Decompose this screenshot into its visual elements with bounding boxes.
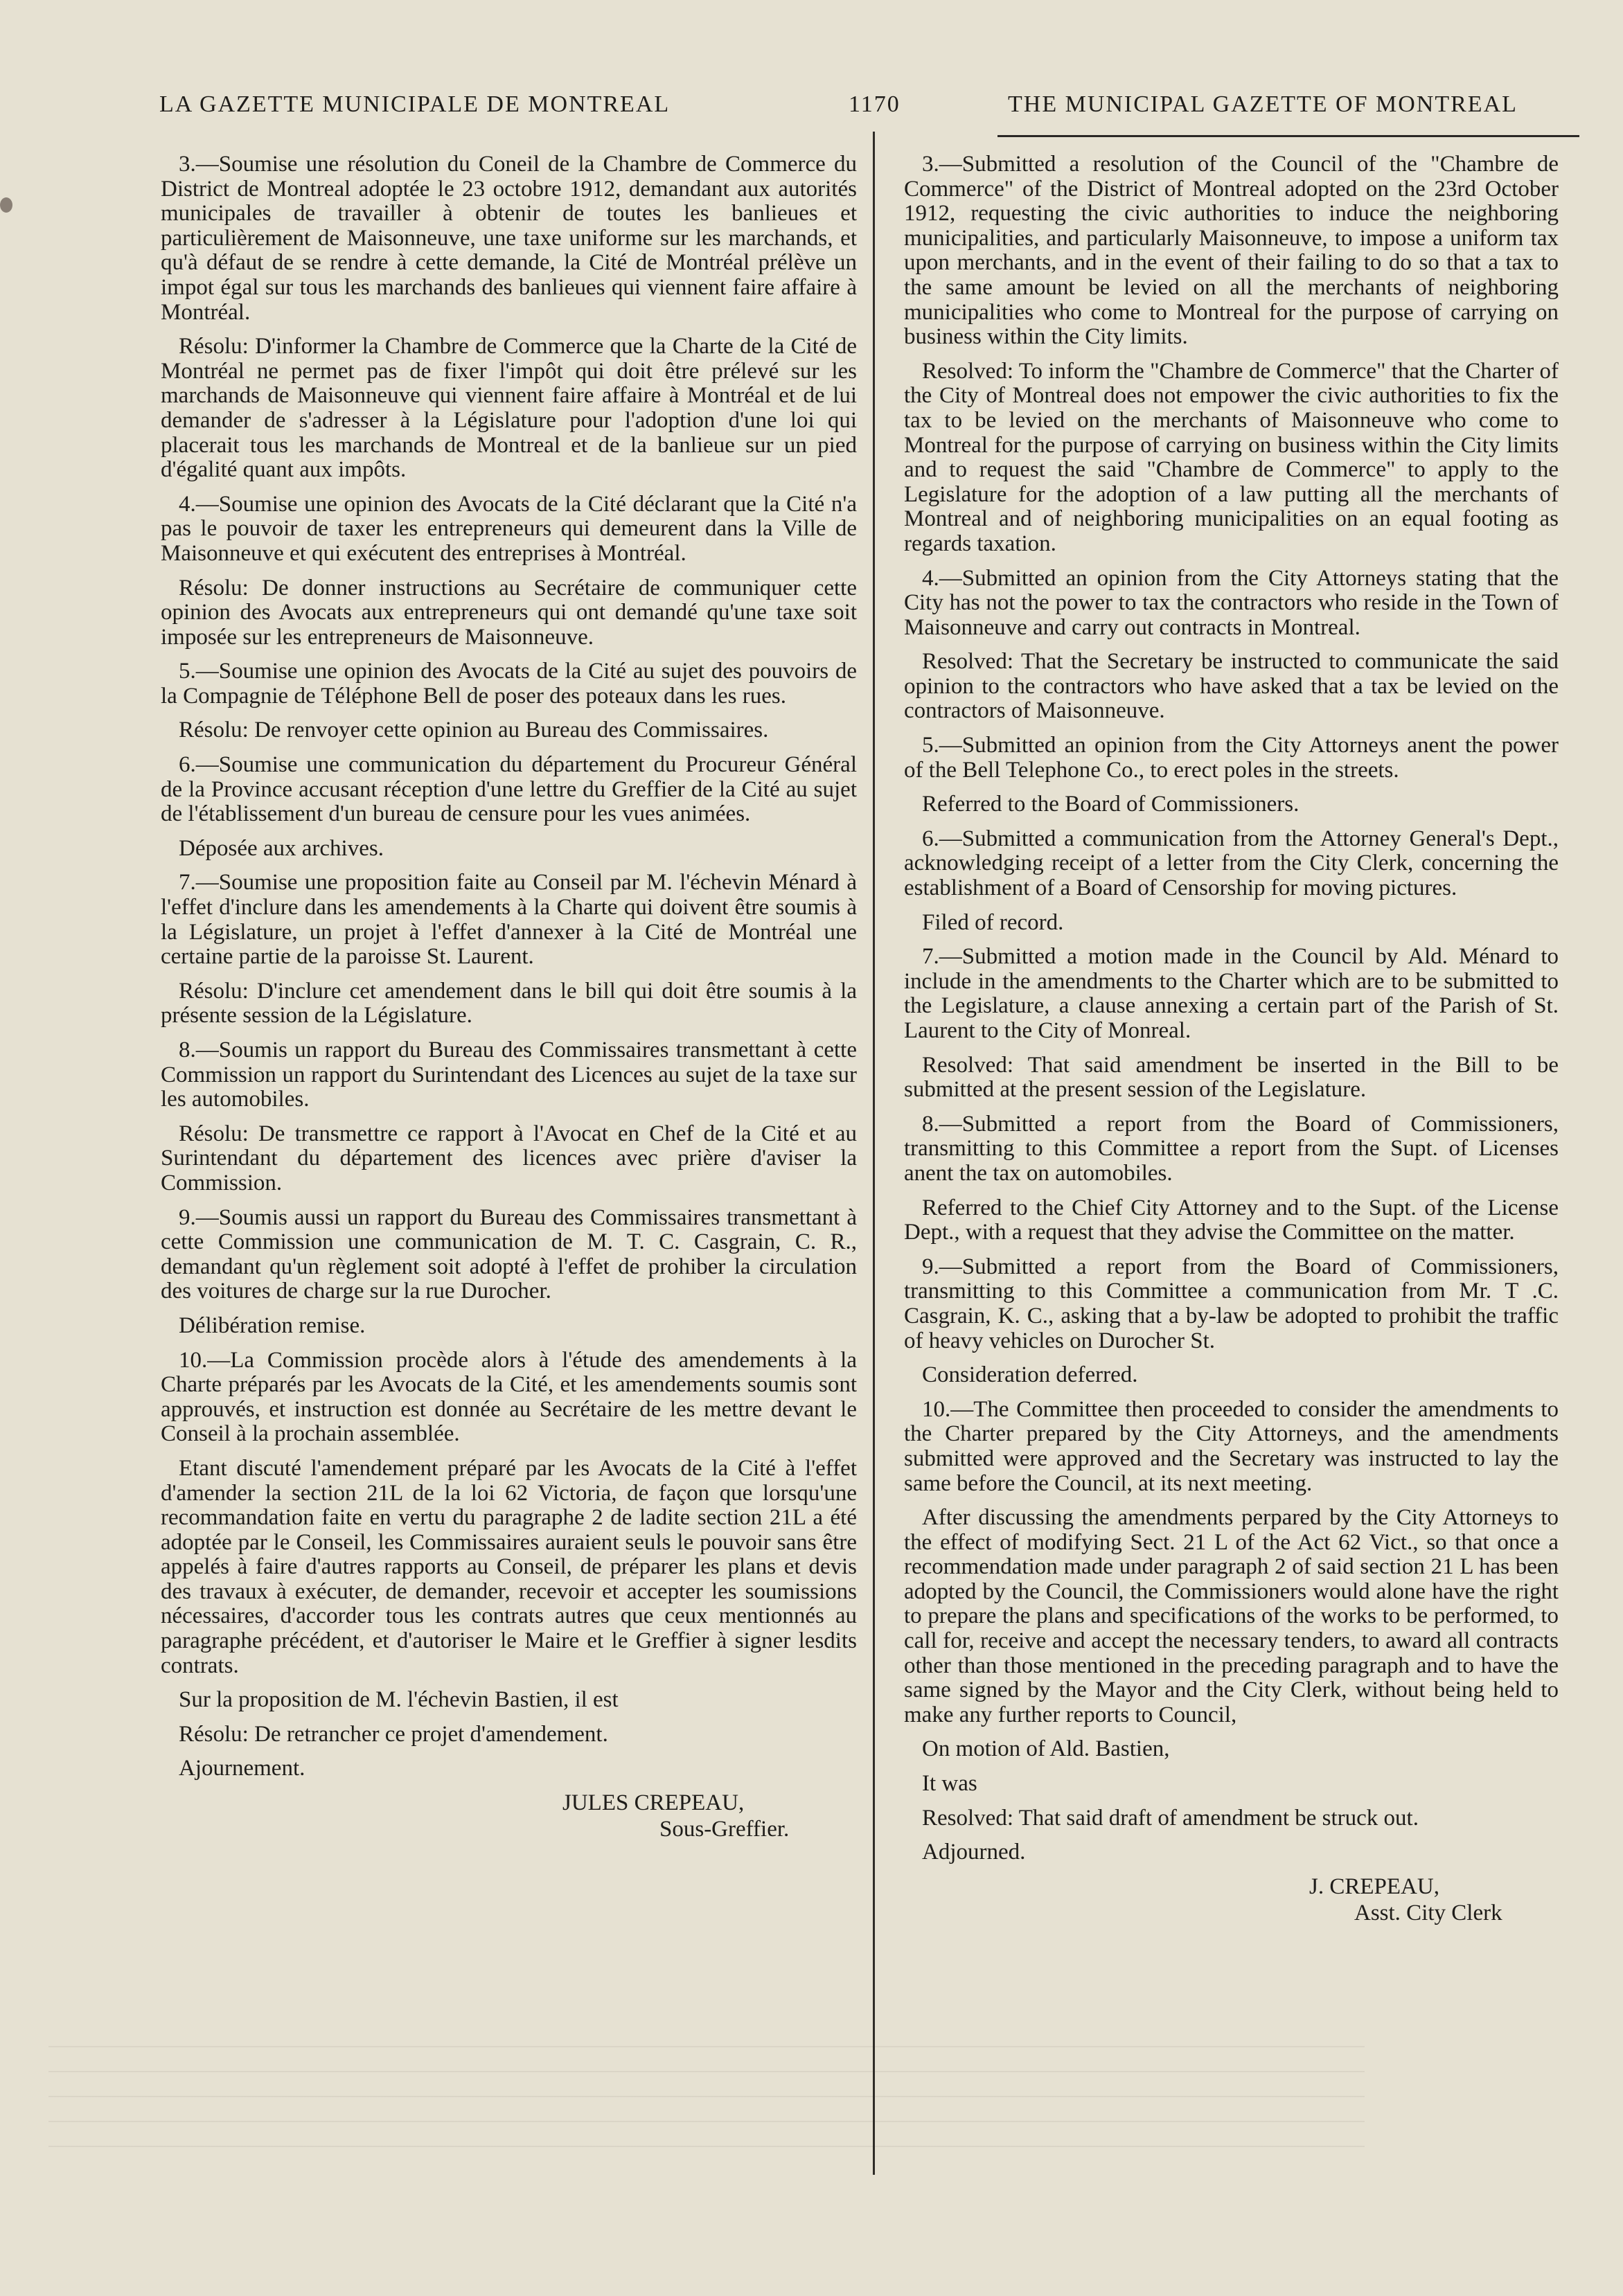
gazette-page <box>104 62 1579 2279</box>
english-paragraph: 3.—Submitted a resolution of the Council of the "Chambre de Commerce" of the District of Montreal adopted on the 23rd October 1912, requesting the civic authorities to induce the neighboring municipalities, and particularly Maisonneuve, to impose a uniform tax upon merchants, and in the event of their failing to do so that a tax to the same amount be levied on all the merchants of neighboring municipalities who come to Montreal for the purpose of carrying on business within the City limits. <box>904 152 1559 350</box>
header-english-title: THE MUNICIPAL GAZETTE OF MONTREAL <box>1008 91 1518 117</box>
french-paragraph: Résolu: D'informer la Chambre de Commerce que la Charte de la Cité de Montréal ne permet pas de fixer l'impôt qui doit être prélevé sur les marchands de Maisonneuve qui viennent faire affaire à Montréal et de lui demander de s'adresser à la Législature pour l'adoption d'une loi qui placerait tous les marchands de Montreal et de la banlieue sur un pied d'égalité quant aux impôts. <box>161 334 857 483</box>
french-signature-name: JULES CREPEAU, <box>562 1790 745 1816</box>
french-paragraph: 7.—Soumise une proposition faite au Conseil par M. l'échevin Ménard à l'effet d'inclure dans les amendements à la Charte qui doivent être soumis à la Législature, un projet à l'effet d'annexer à la Cité de Montréal une certaine partie de la paroisse St. Laurent. <box>161 870 857 970</box>
english-paragraph: Resolved: That the Secretary be instructed to communicate the said opinion to the contractors who have asked that a tax be levied on the contractors of Maisonneuve. <box>904 649 1559 724</box>
french-paragraph: 6.—Soumise une communication du département du Procureur Général de la Province accusant réception d'une lettre du Greffier de la Cité au sujet de l'établissement d'un bureau de censure pour les vues animées. <box>161 752 857 827</box>
english-paragraph: 4.—Submitted an opinion from the City Attorneys stating that the City has not the power to tax the contractors who reside in the Town of Maisonneuve and carry out contracts in Montreal. <box>904 565 1559 640</box>
french-paragraph: 4.—Soumise une opinion des Avocats de la Cité déclarant que la Cité n'a pas le pouvoir de taxer les entrepreneurs qui demeurent dans la Ville de Maisonneuve et qui exécutent des entreprises à Montréal. <box>161 491 857 566</box>
english-paragraph: Filed of record. <box>922 909 1064 935</box>
english-paragraph: After discussing the amendments perpared by the City Attorneys to the effect of modifying Sect. 21 L of the Act 62 Vict., so that once a recommendation made under paragraph 2 of said section 21 L has been adopted by the Council, the Commissioners would alone have the right to prepare the plans and specifications of the works to be performed, to call for, receive and accept the necessary tenders, to award all contracts other than those mentioned in the preceding paragraph and to have the same signed by the Mayor and the City Clerk, without being held to make any further reports to Council, <box>904 1505 1559 1727</box>
french-paragraph: Résolu: De retrancher ce projet d'amendement. <box>179 1721 608 1747</box>
french-paragraph: Etant discuté l'amendement préparé par les Avocats de la Cité à l'effet d'amender la section 21L de la loi 62 Victoria, de façon que lorsqu'une recommandation faite en vertu du paragraphe 2 de ladite section 21L a été adoptée par le Conseil, les Commissaires auraient seuls le pouvoir sans être appelés à faire d'autres rapports au Conseil, de préparer les plans et devis des travaux à exécuter, de demander, recevoir et accepter les soumissions nécessaires, d'accorder tous les contrats autres que ceux mentionnés au paragraphe précédent, et d'autoriser le Maire et le Greffier à signer lesdits contrats. <box>161 1455 857 1678</box>
page-header <box>104 83 1579 125</box>
english-paragraph: On motion of Ald. Bastien, <box>922 1736 1170 1762</box>
french-paragraph: Ajournement. <box>179 1756 305 1781</box>
french-paragraph: 8.—Soumis un rapport du Bureau des Commissaires transmettant à cette Commission un rapport du Surintendant des Licences au sujet de la taxe sur les automobiles. <box>161 1038 857 1112</box>
french-paragraph: 5.—Soumise une opinion des Avocats de la Cité au sujet des pouvoirs de la Compagnie de Téléphone Bell de poser des poteaux dans les rues. <box>161 659 857 709</box>
french-paragraph: Déposée aux archives. <box>179 835 384 861</box>
column-divider <box>873 132 875 2175</box>
header-rule <box>997 135 1579 137</box>
english-paragraph: 8.—Submitted a report from the Board of Commissioners, transmitting to this Committee a report from the Supt. of Licenses anent the tax on automobiles. <box>904 1111 1559 1186</box>
french-paragraph: 9.—Soumis aussi un rapport du Bureau des Commissaires transmettant à cette Commission une communication de M. T. C. Casgrain, C. R., demandant qu'un règlement soit adopté à l'effet de prohiber la circulation des voitures de charge sur la rue Durocher. <box>161 1204 857 1304</box>
french-signature <box>161 1791 857 1853</box>
header-french-title: LA GAZETTE MUNICIPALE DE MONTREAL <box>159 91 671 117</box>
french-paragraph: Résolu: De donner instructions au Secrétaire de communiquer cette opinion des Avocats aux entrepreneurs qui ont demandé qu'une taxe soit imposée sur les entrepreneurs de Maisonneuve. <box>161 575 857 650</box>
french-column <box>161 152 857 1853</box>
english-paragraph: 6.—Submitted a communication from the Attorney General's Dept., acknowledging receipt of a letter from the City Clerk, concerning the establishment of a Board of Censorship for moving pictures. <box>904 826 1559 901</box>
english-paragraph: 10.—The Committee then proceeded to consider the amendments to the Charter prepared by the City Attorneys, and the amendments submitted were approved and the Secretary was instructed to lay the same before the Council, at its next meeting. <box>904 1396 1559 1496</box>
french-signature-title: Sous-Greffier. <box>659 1817 790 1842</box>
english-paragraph: Resolved: To inform the "Chambre de Commerce" that the Charter of the City of Montreal does not empower the civic authorities to fix the tax to be levied on the merchants of Maisonneuve who come to Montreal for the purpose of carrying on business within the City limits and to request the said "Chambre de Commerce" to apply to the Legislature for the adoption of a law putting all the merchants of Montreal and of neighboring municipalities on an equal footing as regards taxation. <box>904 358 1559 556</box>
french-paragraph: Résolu: D'inclure cet amendement dans le bill qui doit être soumis à la présente session de la Législature. <box>161 978 857 1029</box>
english-paragraph: Referred to the Chief City Attorney and to the Supt. of the License Dept., with a request that they advise the Committee on the matter. <box>904 1195 1559 1245</box>
english-paragraph: 5.—Submitted an opinion from the City Attorneys anent the power of the Bell Telephone Co., to erect poles in the streets. <box>904 733 1559 783</box>
french-paragraph: Résolu: De transmettre ce rapport à l'Avocat en Chef de la Cité et au Surintendant du département des licences avec prière d'aviser la Commission. <box>161 1121 857 1195</box>
english-paragraph: 9.—Submitted a report from the Board of Commissioners, transmitting to this Committee a communication from Mr. T .C. Casgrain, K. C., asking that a by-law be adopted to prohibit the traffic of heavy vehicles on Durocher St. <box>904 1254 1559 1353</box>
english-signature <box>904 1875 1559 1937</box>
english-paragraph: Referred to the Board of Commissioners. <box>922 792 1300 817</box>
french-paragraph: Sur la proposition de M. l'échevin Bastien, il est <box>179 1687 619 1713</box>
french-paragraph: 10.—La Commission procède alors à l'étude des amendements à la Charte préparés par les Avocats de la Cité, et les amendements soumis sont approuvés, et instruction est donnée au Secrétaire de les mettre devant le Conseil à la prochain assemblée. <box>161 1347 857 1447</box>
french-paragraph: Délibération remise. <box>179 1312 366 1338</box>
english-paragraph: Resolved: That said amendment be inserted in the Bill to be submitted at the present session of the Legislature. <box>904 1052 1559 1103</box>
margin-blot <box>0 197 12 213</box>
page-number: 1170 <box>849 91 901 117</box>
english-paragraph: Adjourned. <box>922 1840 1026 1865</box>
english-paragraph: Resolved: That said draft of amendment be struck out. <box>922 1805 1419 1831</box>
english-signature-name: J. CREPEAU, <box>1309 1874 1439 1899</box>
english-paragraph: Consideration deferred. <box>922 1362 1138 1388</box>
english-signature-title: Asst. City Clerk <box>1354 1900 1502 1925</box>
french-paragraph: 3.—Soumise une résolution du Coneil de la Chambre de Commerce du District de Montreal adoptée le 23 octobre 1912, demandant aux autorités municipales de travailler à obtenir de toutes les banlieues et particulièrement de Maisonneuve, une taxe uniforme sur les marchands, et qu'à défaut de se rendre à cette demande, la Cité de Montréal prélève un impot égal sur tous les marchands des banlieues qui viennent faire affaire à Montréal. <box>161 152 857 325</box>
english-paragraph: It was <box>922 1771 977 1797</box>
french-paragraph: Résolu: De renvoyer cette opinion au Bureau des Commissaires. <box>179 718 769 743</box>
english-paragraph: 7.—Submitted a motion made in the Council by Ald. Ménard to include in the amendments to the Charter which are to be submitted to the Legislature, a clause annexing a certain part of the Parish of St. Laurent to the City of Monreal. <box>904 944 1559 1043</box>
english-column <box>904 152 1559 1937</box>
